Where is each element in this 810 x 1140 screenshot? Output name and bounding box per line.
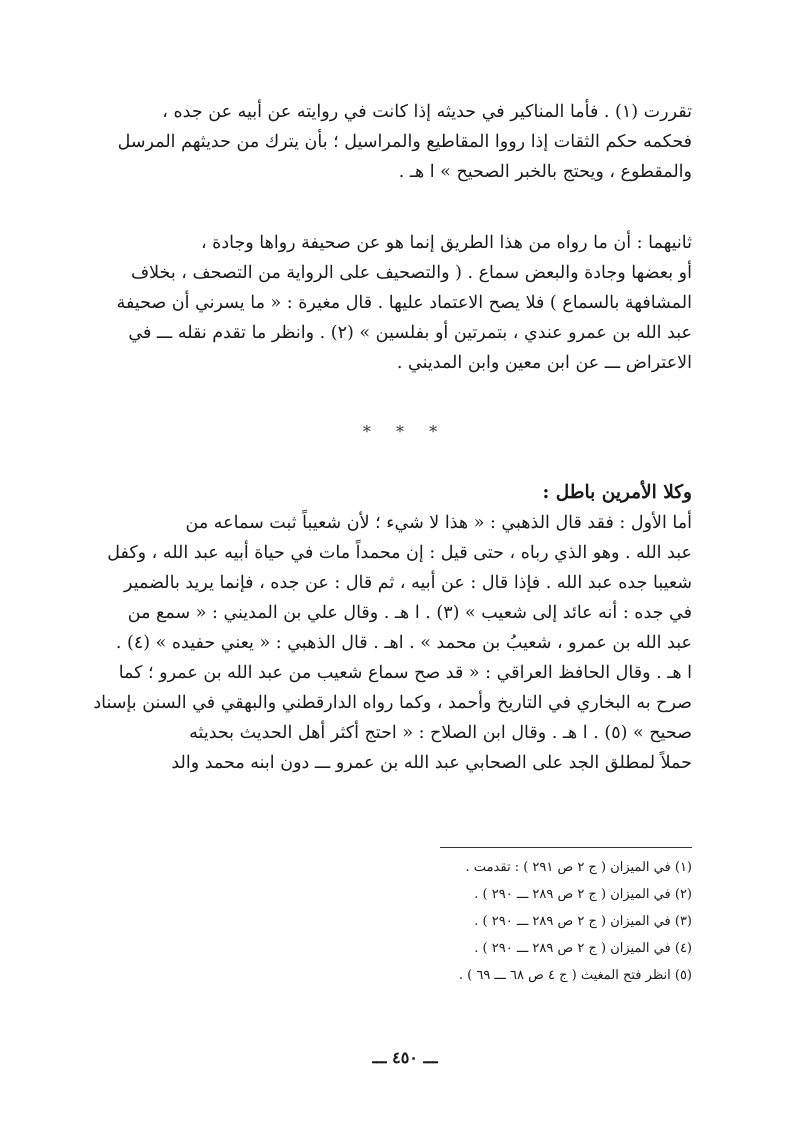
text-line: صرح به البخاري في التاريخ وأحمد ، وكما رواه الدارقطني والبهقي في السنن بإسناد: [93, 693, 692, 713]
text-line: ا هـ . وقال الحافظ العراقي : « قد صح سماع شعيب من عبد الله بن عمرو ؛ كما: [118, 663, 692, 683]
footnote: (٥) انظر فتح المغيث ( ج ٤ ص ٦٨ ـــ ٦٩ ) .: [458, 968, 692, 983]
footnote: (٤) في الميزان ( ج ٢ ص ٢٨٩ ـــ ٢٩٠ ) .: [474, 941, 692, 956]
text-line: أو بعضها وجادة والبعض سماع . ( والتصحيف على الرواية من التصحف ، بخلاف: [130, 263, 692, 283]
footnote-divider: [440, 847, 692, 848]
paragraph-rebuttal: [93, 478, 692, 778]
text-line: عبد الله . وهو الذي رباه ، حتى قيل : إن محمداً مات في حياة أبيه عبد الله ، وكفل: [107, 543, 692, 563]
section-separator: * * *: [362, 422, 448, 441]
footnote: (٢) في الميزان ( ج ٢ ص ٢٨٩ ـــ ٢٩٠ ) .: [474, 887, 692, 902]
text-line: تقررت (١) . فأما المناكير في حديثه إذا كانت في روايته عن أبيه عن جده ،: [162, 102, 692, 122]
text-line: صحيح » (٥) . ا هـ . وقال ابن الصلاح : « احتج أكثر أهل الحديث بحديثه: [189, 723, 692, 743]
text-line: فحكمه حكم الثقات إذا رووا المقاطيع والمراسيل ؛ بأن يترك من حديثهم المرسل: [117, 132, 692, 152]
text-line: المشافهة بالسماع ) فلا يصح الاعتماد عليها . قال مغيرة : « ما يسرني أن صحيفة: [116, 293, 692, 313]
text-line: والمقطوع ، ويحتج بالخبر الصحيح » ا هـ .: [398, 162, 692, 182]
text-line: أما الأول : فقد قال الذهبي : « هذا لا شيء ؛ لأن شعيباً ثبت سماعه من: [185, 513, 692, 533]
paragraph-continuation: [118, 97, 692, 187]
text-line: عبد الله بن عمرو ، شعيبُ بن محمد » . اهـ . قال الذهبي : « يعني حفيده » (٤) .: [115, 633, 692, 653]
text-line: عبد الله بن عمرو عندي ، بتمرتين أو بفلسين » (٢) . وانظر ما تقدم نقله ـــ في: [128, 323, 692, 343]
text-line: الاعتراض ـــ عن ابن معين وابن المديني .: [396, 353, 692, 373]
footnote: (٣) في الميزان ( ج ٢ ص ٢٨٩ ـــ ٢٩٠ ) .: [474, 914, 692, 929]
paragraph-second-point: [118, 228, 692, 378]
page-number: ـــ ٤٥٠ ـــ: [372, 1048, 438, 1067]
text-line: ثانيهما : أن ما رواه من هذا الطريق إنما هو عن صحيفة رواها وجادة ،: [200, 233, 692, 253]
text-line: حملاً لمطلق الجد على الصحابي عبد الله بن عمرو ـــ دون ابنه محمد والد: [171, 753, 692, 773]
text-line: شعيبا جده عبد الله . فإذا قال : عن أبيه ، ثم قال : عن جده ، فإنما يريد بالضمير: [124, 573, 692, 593]
text-line: في جده : أنه عائد إلى شعيب » (٣) . ا هـ . وقال علي بن المديني : « سمع من: [127, 603, 692, 623]
footnote: (١) في الميزان ( ج ٢ ص ٢٩١ ) : تقدمت .: [465, 860, 692, 875]
section-heading: وكلا الأمرين باطل :: [542, 482, 692, 503]
footnotes: [320, 854, 692, 989]
